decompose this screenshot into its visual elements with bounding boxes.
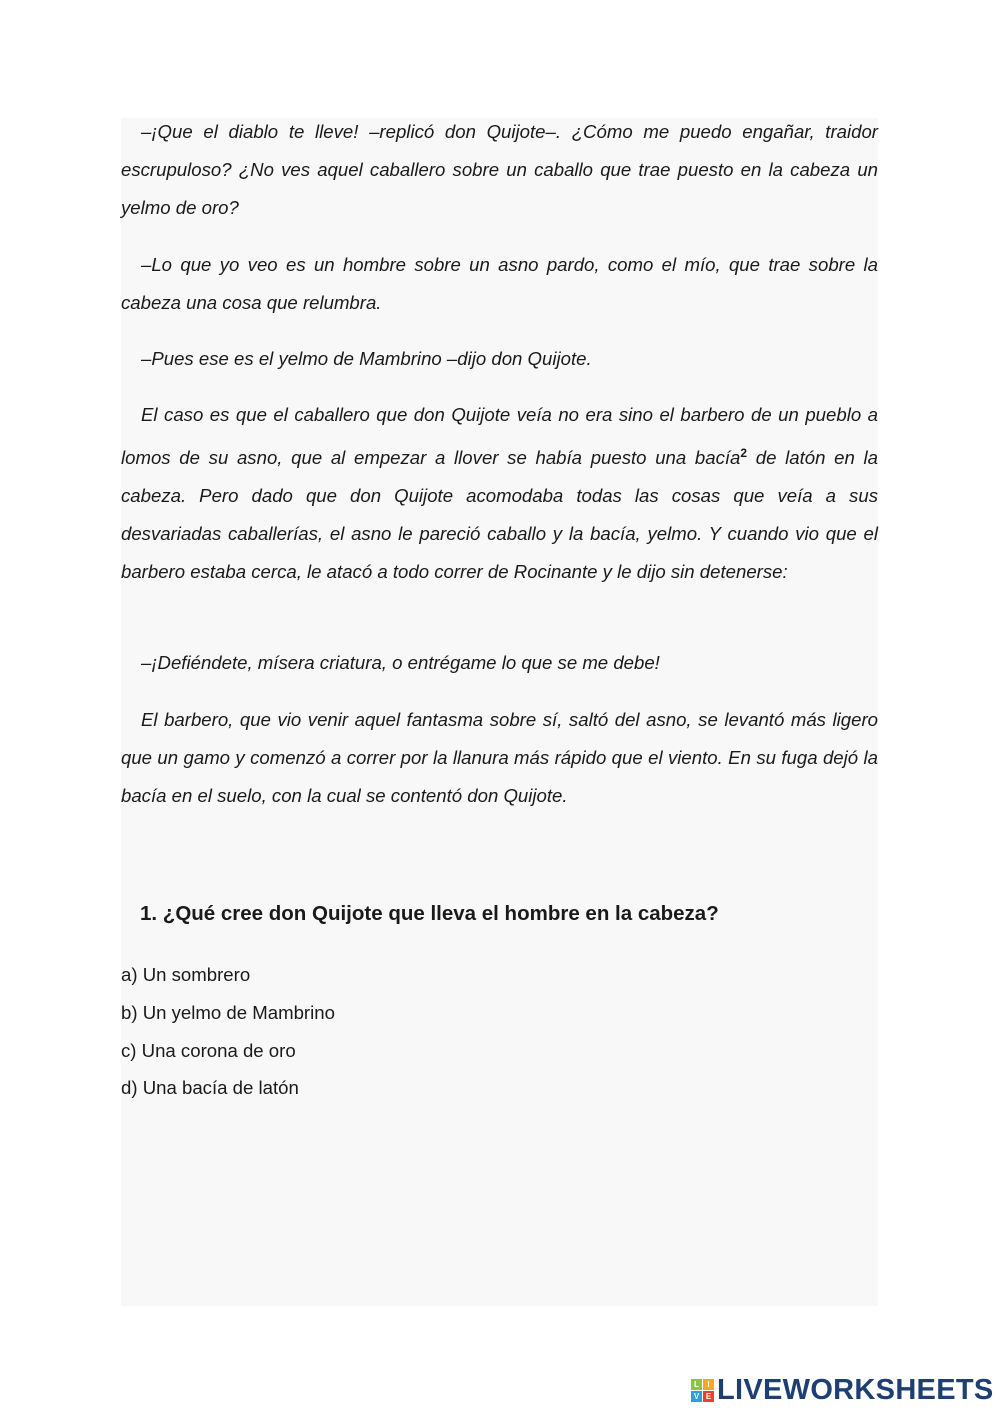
passage-paragraph-5: –¡Defiéndete, mísera criatura, o entrégame lo que se me debe! xyxy=(141,652,660,673)
logo-tile: V xyxy=(691,1391,702,1402)
passage-paragraph-6: El barbero, que vio venir aquel fantasma sobre sí, saltó del asno, se levantó más ligero que un gamo y comenzó a correr por la llanura más rápido que el viento. En su fuga dejó la bacía en el suelo, con la cual se contentó don Quijote. xyxy=(121,709,878,806)
paragraph-4-text-a: El caso es que el caballero que don Quijote veía no era sino el barbero de un pueblo a lomos de su asno, que al empezar a llover se había puesto una bacía xyxy=(121,404,878,469)
passage-paragraph-4 xyxy=(121,396,878,591)
option-b[interactable]: b) Un yelmo de Mambrino xyxy=(121,1002,335,1023)
paragraph-4-text-b: de latón en la cabeza. Pero dado que don Quijote acomodaba todas las cosas que veía a sus desvariadas caballerías, el asno le pareció caballo y la bacía, yelmo. Y cuando vio que el barbero estaba cerca, le atacó a todo correr de Rocinante y le dijo sin detenerse: xyxy=(121,447,878,583)
logo-tile: L xyxy=(691,1379,702,1390)
logo-text: LIVEWORKSHEETS xyxy=(717,1374,994,1406)
option-d[interactable]: d) Una bacía de latón xyxy=(121,1077,299,1098)
logo-tiles-icon xyxy=(691,1379,714,1402)
passage-paragraph-2: –Lo que yo veo es un hombre sobre un asno pardo, como el mío, que trae sobre la cabeza una cosa que relumbra. xyxy=(121,254,878,313)
passage-paragraph-1: –¡Que el diablo te lleve! –replicó don Quijote–. ¿Cómo me puedo engañar, traidor escrupuloso? ¿No ves aquel caballero sobre un caballo que trae puesto en la cabeza un yelmo de oro? xyxy=(121,121,878,218)
footnote-marker: 2 xyxy=(740,446,748,460)
option-c[interactable]: c) Una corona de oro xyxy=(121,1040,296,1061)
liveworksheets-logo xyxy=(691,1374,994,1407)
passage-paragraph-3: –Pues ese es el yelmo de Mambrino –dijo don Quijote. xyxy=(141,348,592,369)
logo-tile: E xyxy=(703,1391,714,1402)
option-a[interactable]: a) Un sombrero xyxy=(121,964,251,985)
question-title: 1. ¿Qué cree don Quijote que lleva el hombre en la cabeza? xyxy=(140,902,719,925)
logo-tile: I xyxy=(703,1379,714,1390)
